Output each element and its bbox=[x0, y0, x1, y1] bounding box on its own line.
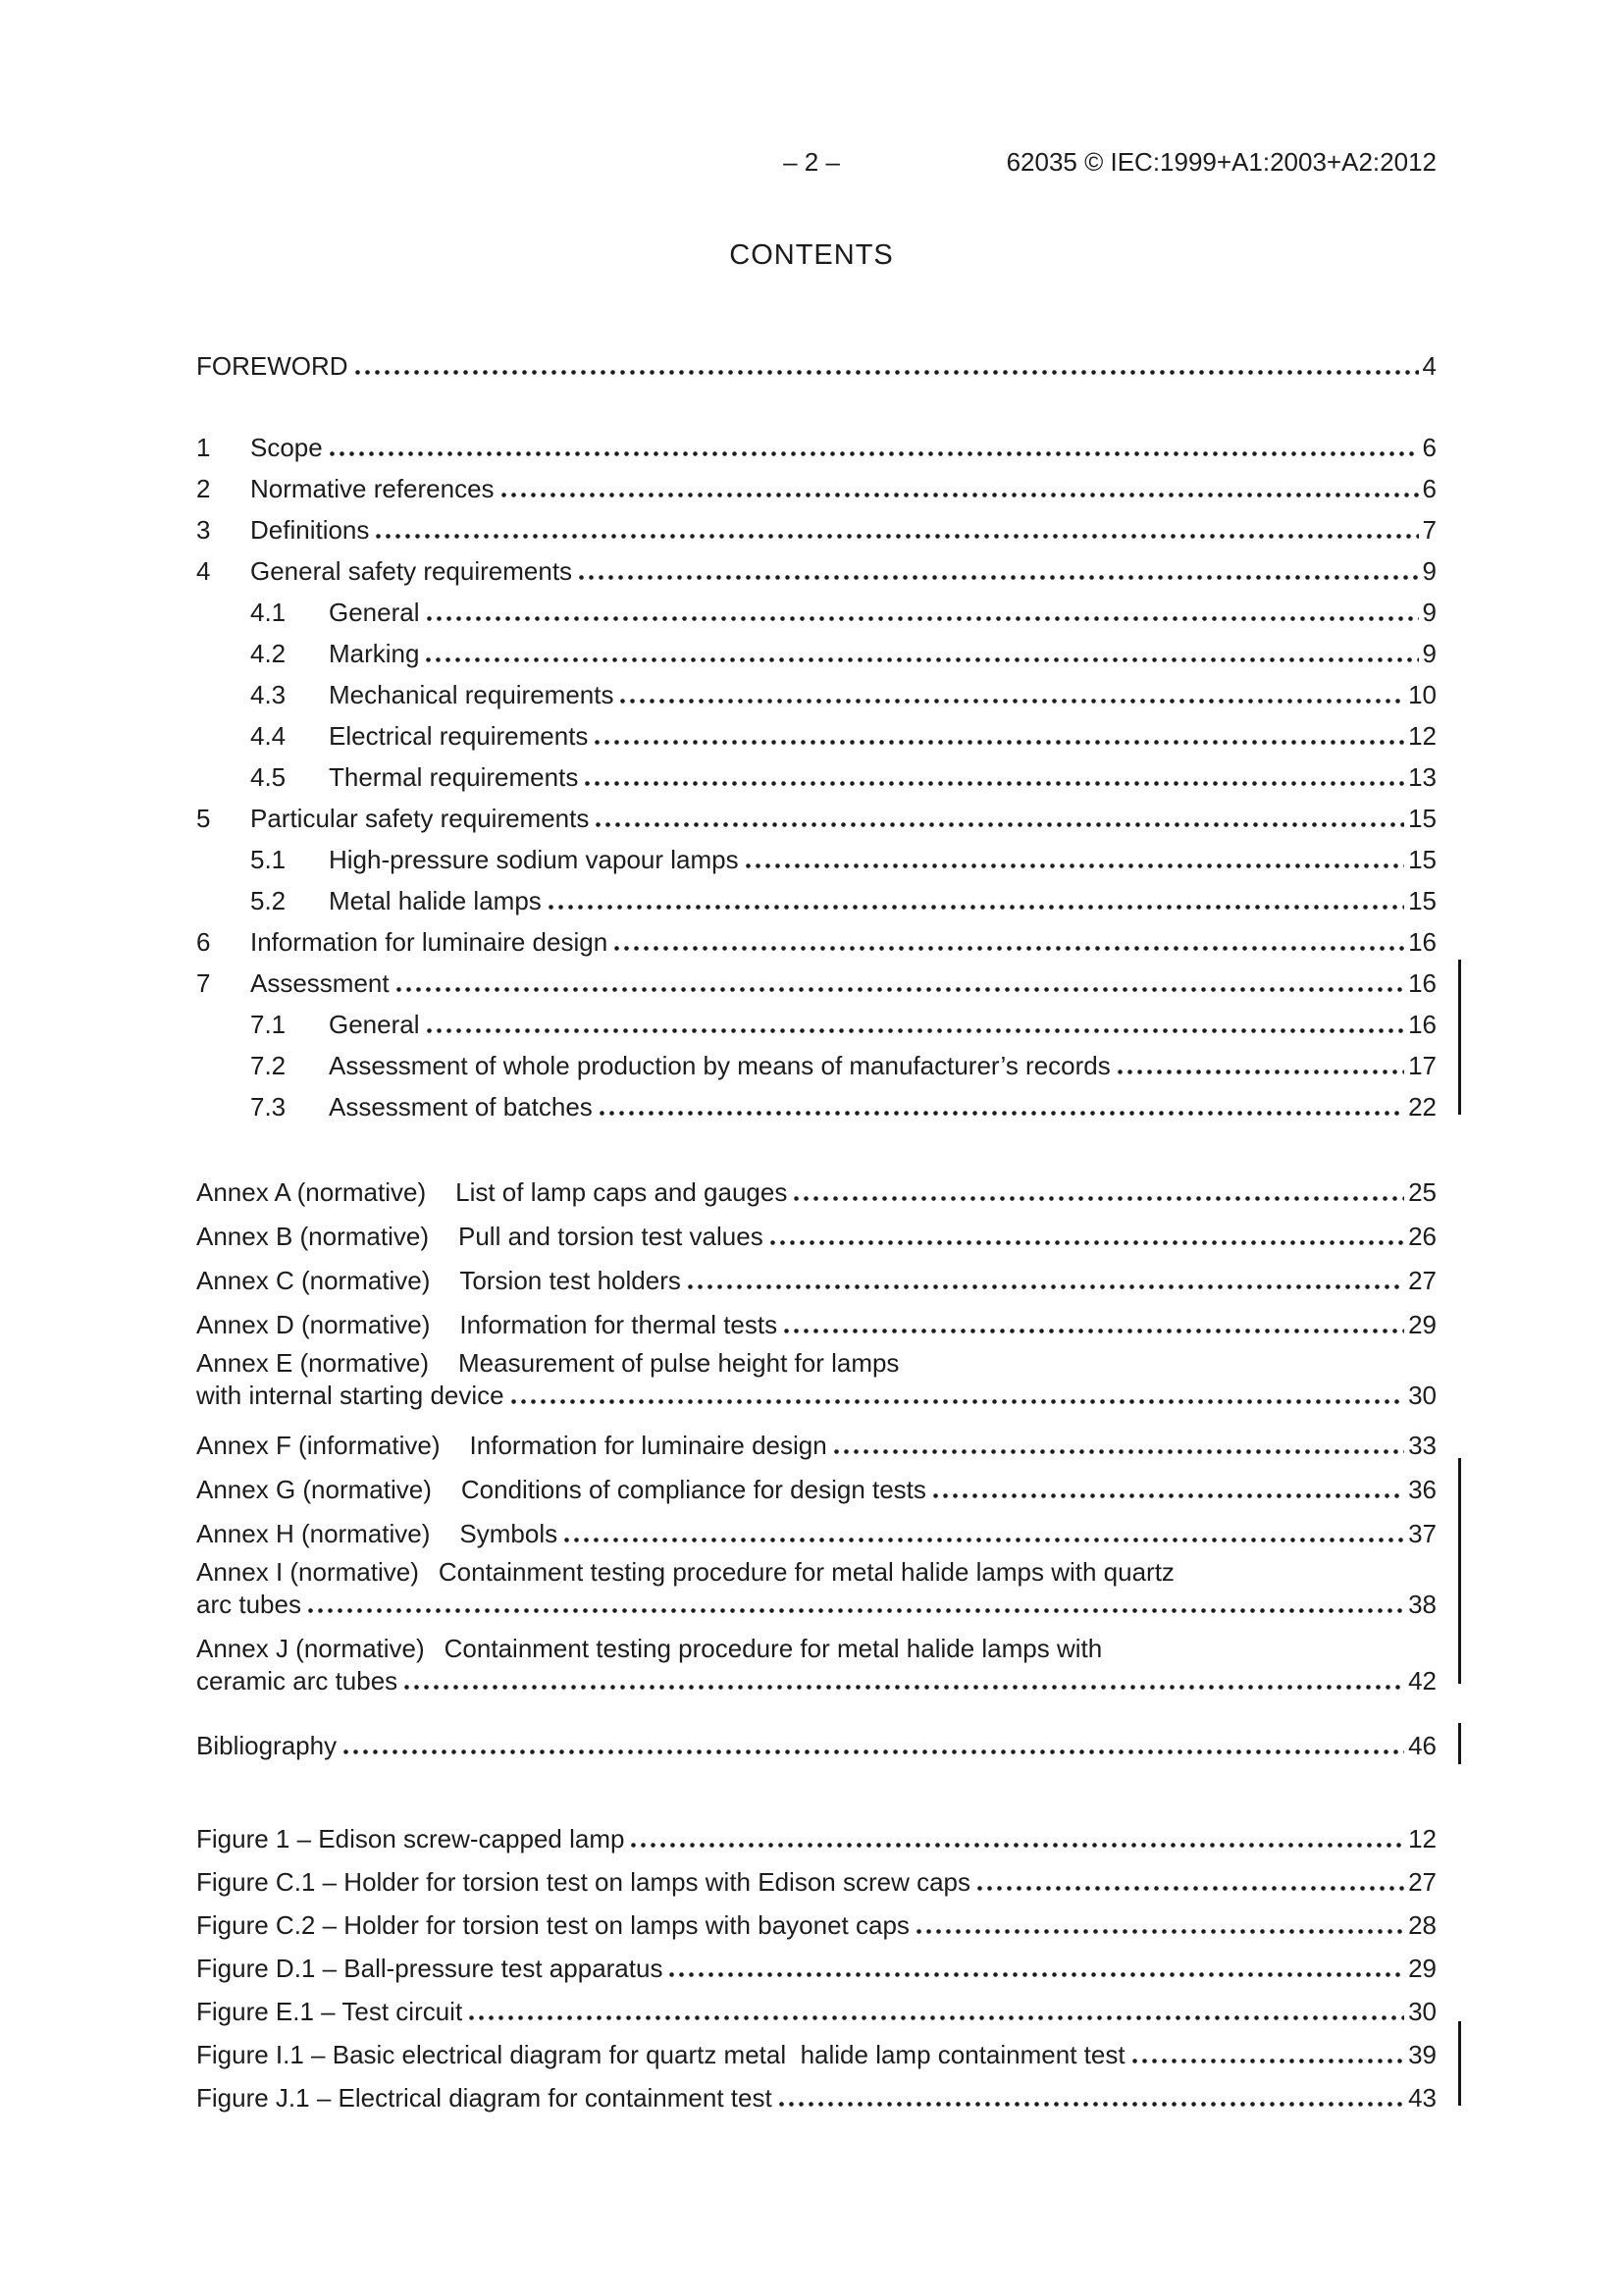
entry-number: 4 bbox=[196, 556, 211, 586]
leader-dots bbox=[631, 1843, 1404, 1848]
entry-number: 7.3 bbox=[250, 1092, 287, 1122]
toc-entry-annex-i bbox=[196, 1556, 1437, 1589]
page-number: 4 bbox=[1422, 351, 1437, 381]
entry-title: Figure 1 – Edison screw-capped lamp bbox=[196, 1824, 625, 1853]
page-number: 33 bbox=[1408, 1431, 1437, 1460]
page-number: 26 bbox=[1408, 1222, 1437, 1251]
leader-dots bbox=[596, 822, 1404, 827]
leader-dots bbox=[916, 1929, 1404, 1934]
page-number: 25 bbox=[1408, 1177, 1437, 1207]
leader-dots bbox=[404, 1685, 1404, 1690]
leader-dots bbox=[688, 1284, 1404, 1289]
entry-title: Containment testing procedure for metal halide lamps with bbox=[444, 1634, 1103, 1663]
table-of-contents bbox=[196, 345, 1437, 2119]
entry-title: Figure C.1 – Holder for torsion test on lamps with Edison screw caps bbox=[196, 1867, 971, 1897]
toc-entry-4.5 bbox=[196, 757, 1437, 798]
page-number: 15 bbox=[1408, 886, 1437, 915]
page-number: 10 bbox=[1408, 680, 1437, 709]
contents-heading: CONTENTS bbox=[729, 239, 894, 271]
toc-entry-bibliography bbox=[196, 1725, 1437, 1766]
entry-title: Assessment bbox=[250, 968, 390, 998]
annex-label: Annex G (normative) bbox=[196, 1475, 432, 1504]
toc-entry-figure-i1 bbox=[196, 2033, 1437, 2076]
page-number: 16 bbox=[1408, 927, 1437, 957]
toc-entry-4.1 bbox=[196, 592, 1437, 633]
entry-number: 5 bbox=[196, 804, 211, 833]
entry-title: General bbox=[329, 1010, 420, 1039]
leader-dots bbox=[1118, 1070, 1404, 1074]
entry-title: Assessment of whole production by means of manufacturer’s records bbox=[329, 1051, 1111, 1080]
leader-dots bbox=[511, 1399, 1404, 1404]
leader-dots bbox=[746, 863, 1404, 868]
toc-entry-5 bbox=[196, 798, 1437, 839]
page-number: 29 bbox=[1408, 1310, 1437, 1339]
entry-title: General safety requirements bbox=[250, 556, 573, 586]
page-number: 13 bbox=[1408, 762, 1437, 792]
toc-entry-1 bbox=[196, 427, 1437, 468]
page-number: 17 bbox=[1408, 1051, 1437, 1080]
page-number: 15 bbox=[1408, 845, 1437, 874]
toc-entry-annex-e-cont bbox=[196, 1380, 1437, 1424]
toc-entry-figure-j1 bbox=[196, 2076, 1437, 2119]
entry-title-continued: arc tubes bbox=[196, 1590, 301, 1619]
leader-dots bbox=[620, 699, 1404, 704]
entry-title: Figure J.1 – Electrical diagram for containment test bbox=[196, 2083, 772, 2113]
toc-entry-annex-i-cont bbox=[196, 1589, 1437, 1633]
toc-entry-7.3 bbox=[196, 1086, 1437, 1127]
toc-entry-annex-h bbox=[196, 1512, 1437, 1556]
entry-title: Symbols bbox=[459, 1519, 558, 1548]
toc-entry-4.3 bbox=[196, 674, 1437, 715]
toc-entry-figure-c1 bbox=[196, 1860, 1437, 1904]
entry-title: Pull and torsion test values bbox=[457, 1222, 763, 1251]
leader-dots bbox=[600, 1111, 1404, 1116]
leader-dots bbox=[308, 1608, 1404, 1613]
leader-dots bbox=[669, 1972, 1404, 1977]
entry-title: List of lamp caps and gauges bbox=[455, 1177, 788, 1207]
change-bar bbox=[1458, 960, 1461, 1115]
toc-entry-annex-j-cont bbox=[196, 1665, 1437, 1709]
entry-number: 7.1 bbox=[250, 1010, 287, 1039]
page-number: 42 bbox=[1408, 1666, 1437, 1696]
page-number: 6 bbox=[1422, 433, 1437, 462]
annex-label: Annex A (normative) bbox=[196, 1177, 427, 1207]
page-number: 46 bbox=[1408, 1731, 1437, 1760]
leader-dots bbox=[501, 493, 1419, 497]
page-number: 7 bbox=[1422, 515, 1437, 545]
leader-dots bbox=[549, 905, 1404, 910]
entry-title: Figure I.1 – Basic electrical diagram for quartz metal halide lamp containment test bbox=[196, 2040, 1126, 2069]
annex-label: Annex F (informative) bbox=[196, 1431, 441, 1460]
leader-dots bbox=[376, 534, 1418, 539]
entry-number: 7 bbox=[196, 968, 211, 998]
toc-entry-annex-a bbox=[196, 1171, 1437, 1215]
spacer bbox=[196, 387, 1437, 427]
leader-dots bbox=[427, 1028, 1405, 1033]
entry-number: 7.2 bbox=[250, 1051, 287, 1080]
entry-title: Assessment of batches bbox=[329, 1092, 593, 1122]
entry-title-continued: with internal starting device bbox=[196, 1381, 504, 1410]
toc-entry-4.2 bbox=[196, 633, 1437, 674]
leader-dots bbox=[595, 740, 1404, 745]
page-number: 9 bbox=[1422, 598, 1437, 627]
entry-title: Thermal requirements bbox=[329, 762, 579, 792]
annex-label: Annex B (normative) bbox=[196, 1222, 429, 1251]
entry-title: Information for luminaire design bbox=[250, 927, 608, 957]
leader-dots bbox=[614, 946, 1404, 951]
page-number-marker: – 2 – bbox=[783, 147, 840, 177]
page-number: 43 bbox=[1408, 2083, 1437, 2113]
leader-dots bbox=[770, 1240, 1404, 1245]
page-number: 29 bbox=[1408, 1954, 1437, 1983]
entry-title: Figure E.1 – Test circuit bbox=[196, 1997, 463, 2026]
entry-title: FOREWORD bbox=[196, 351, 348, 381]
entry-title: Conditions of compliance for design tests bbox=[460, 1475, 926, 1504]
page-number: 16 bbox=[1408, 1010, 1437, 1039]
toc-entry-4 bbox=[196, 550, 1437, 592]
entry-title: Electrical requirements bbox=[329, 721, 589, 751]
page-number: 22 bbox=[1408, 1092, 1437, 1122]
spacer bbox=[196, 1766, 1437, 1817]
toc-entry-annex-f bbox=[196, 1424, 1437, 1468]
entry-title: Normative references bbox=[250, 474, 495, 503]
entry-title: Containment testing procedure for metal halide lamps with quartz bbox=[438, 1557, 1175, 1587]
spacer bbox=[196, 1127, 1437, 1171]
leader-dots bbox=[427, 616, 1419, 621]
page-number: 37 bbox=[1408, 1519, 1437, 1548]
page-number: 30 bbox=[1408, 1997, 1437, 2026]
toc-entry-4.4 bbox=[196, 715, 1437, 757]
entry-number: 1 bbox=[196, 433, 211, 462]
entry-title: Figure C.2 – Holder for torsion test on lamps with bayonet caps bbox=[196, 1910, 910, 1940]
page-number: 9 bbox=[1422, 556, 1437, 586]
annex-label: Annex I (normative) bbox=[196, 1557, 419, 1587]
toc-entry-5.1 bbox=[196, 839, 1437, 880]
toc-entry-annex-b bbox=[196, 1215, 1437, 1259]
leader-dots bbox=[564, 1538, 1404, 1542]
toc-entry-annex-e bbox=[196, 1347, 1437, 1380]
toc-entry-annex-j bbox=[196, 1633, 1437, 1665]
entry-title-continued: ceramic arc tubes bbox=[196, 1666, 398, 1696]
entry-number: 4.3 bbox=[250, 680, 287, 709]
page-number: 15 bbox=[1408, 804, 1437, 833]
toc-entry-figure-d1 bbox=[196, 1947, 1437, 1990]
entry-title: Torsion test holders bbox=[459, 1266, 681, 1295]
leader-dots bbox=[784, 1329, 1404, 1333]
toc-entry-annex-c bbox=[196, 1259, 1437, 1303]
leader-dots bbox=[469, 2015, 1404, 2020]
page-number: 27 bbox=[1408, 1867, 1437, 1897]
entry-number: 6 bbox=[196, 927, 211, 957]
entry-title: Definitions bbox=[250, 515, 370, 545]
change-bar bbox=[1458, 1723, 1461, 1764]
page-number: 9 bbox=[1422, 639, 1437, 668]
page-number: 12 bbox=[1408, 721, 1437, 751]
entry-title: Mechanical requirements bbox=[329, 680, 614, 709]
entry-title: Measurement of pulse height for lamps bbox=[457, 1348, 900, 1378]
entry-title: Metal halide lamps bbox=[329, 886, 542, 915]
page-number: 16 bbox=[1408, 968, 1437, 998]
leader-dots bbox=[1132, 2059, 1405, 2063]
entry-number: 5.1 bbox=[250, 845, 287, 874]
leader-dots bbox=[779, 2102, 1404, 2107]
leader-dots bbox=[933, 1493, 1404, 1498]
entry-number: 2 bbox=[196, 474, 211, 503]
toc-entry-7.2 bbox=[196, 1045, 1437, 1086]
entry-title: Marking bbox=[329, 639, 420, 668]
page-number: 38 bbox=[1408, 1590, 1437, 1619]
toc-entry-7 bbox=[196, 963, 1437, 1004]
toc-entry-3 bbox=[196, 509, 1437, 550]
toc-entry-figure-1 bbox=[196, 1817, 1437, 1860]
toc-entry-2 bbox=[196, 468, 1437, 509]
change-bar bbox=[1458, 2021, 1461, 2106]
spacer bbox=[196, 1709, 1437, 1725]
page-number: 39 bbox=[1408, 2040, 1437, 2069]
page-header bbox=[0, 147, 1623, 181]
toc-entry-foreword bbox=[196, 345, 1437, 387]
page-number: 36 bbox=[1408, 1475, 1437, 1504]
page-number: 27 bbox=[1408, 1266, 1437, 1295]
leader-dots bbox=[977, 1886, 1404, 1891]
annex-label: Annex H (normative) bbox=[196, 1519, 431, 1548]
entry-number: 4.2 bbox=[250, 639, 287, 668]
entry-title: Information for luminaire design bbox=[469, 1431, 827, 1460]
entry-title: Information for thermal tests bbox=[459, 1310, 778, 1339]
leader-dots bbox=[396, 987, 1404, 992]
toc-entry-6 bbox=[196, 921, 1437, 963]
toc-entry-annex-d bbox=[196, 1303, 1437, 1347]
entry-title: Scope bbox=[250, 433, 323, 462]
toc-entry-figure-c2 bbox=[196, 1904, 1437, 1947]
entry-number: 4.1 bbox=[250, 598, 287, 627]
entry-title: Figure D.1 – Ball-pressure test apparatus bbox=[196, 1954, 663, 1983]
leader-dots bbox=[330, 451, 1419, 456]
leader-dots bbox=[585, 781, 1404, 786]
toc-entry-5.2 bbox=[196, 880, 1437, 921]
annex-label: Annex E (normative) bbox=[196, 1348, 429, 1378]
page-number: 30 bbox=[1408, 1381, 1437, 1410]
annex-label: Annex J (normative) bbox=[196, 1634, 425, 1663]
entry-title: Bibliography bbox=[196, 1731, 338, 1760]
entry-number: 4.5 bbox=[250, 762, 287, 792]
annex-label: Annex D (normative) bbox=[196, 1310, 431, 1339]
page-number: 28 bbox=[1408, 1910, 1437, 1940]
entry-number: 3 bbox=[196, 515, 211, 545]
entry-title: General bbox=[329, 598, 420, 627]
toc-entry-annex-g bbox=[196, 1468, 1437, 1512]
page-number: 12 bbox=[1408, 1824, 1437, 1853]
page-number: 6 bbox=[1422, 474, 1437, 503]
toc-entry-7.1 bbox=[196, 1004, 1437, 1045]
leader-dots bbox=[343, 1749, 1404, 1754]
leader-dots bbox=[579, 575, 1418, 580]
leader-dots bbox=[794, 1196, 1404, 1201]
leader-dots bbox=[426, 657, 1418, 662]
entry-title: High-pressure sodium vapour lamps bbox=[329, 845, 739, 874]
entry-number: 4.4 bbox=[250, 721, 287, 751]
document-reference: 62035 © IEC:1999+A1:2003+A2:2012 bbox=[1006, 147, 1437, 177]
entry-number: 5.2 bbox=[250, 886, 287, 915]
leader-dots bbox=[834, 1449, 1404, 1454]
entry-title: Particular safety requirements bbox=[250, 804, 590, 833]
leader-dots bbox=[355, 370, 1419, 375]
toc-entry-figure-e1 bbox=[196, 1990, 1437, 2033]
annex-label: Annex C (normative) bbox=[196, 1266, 431, 1295]
change-bar bbox=[1458, 1458, 1461, 1684]
